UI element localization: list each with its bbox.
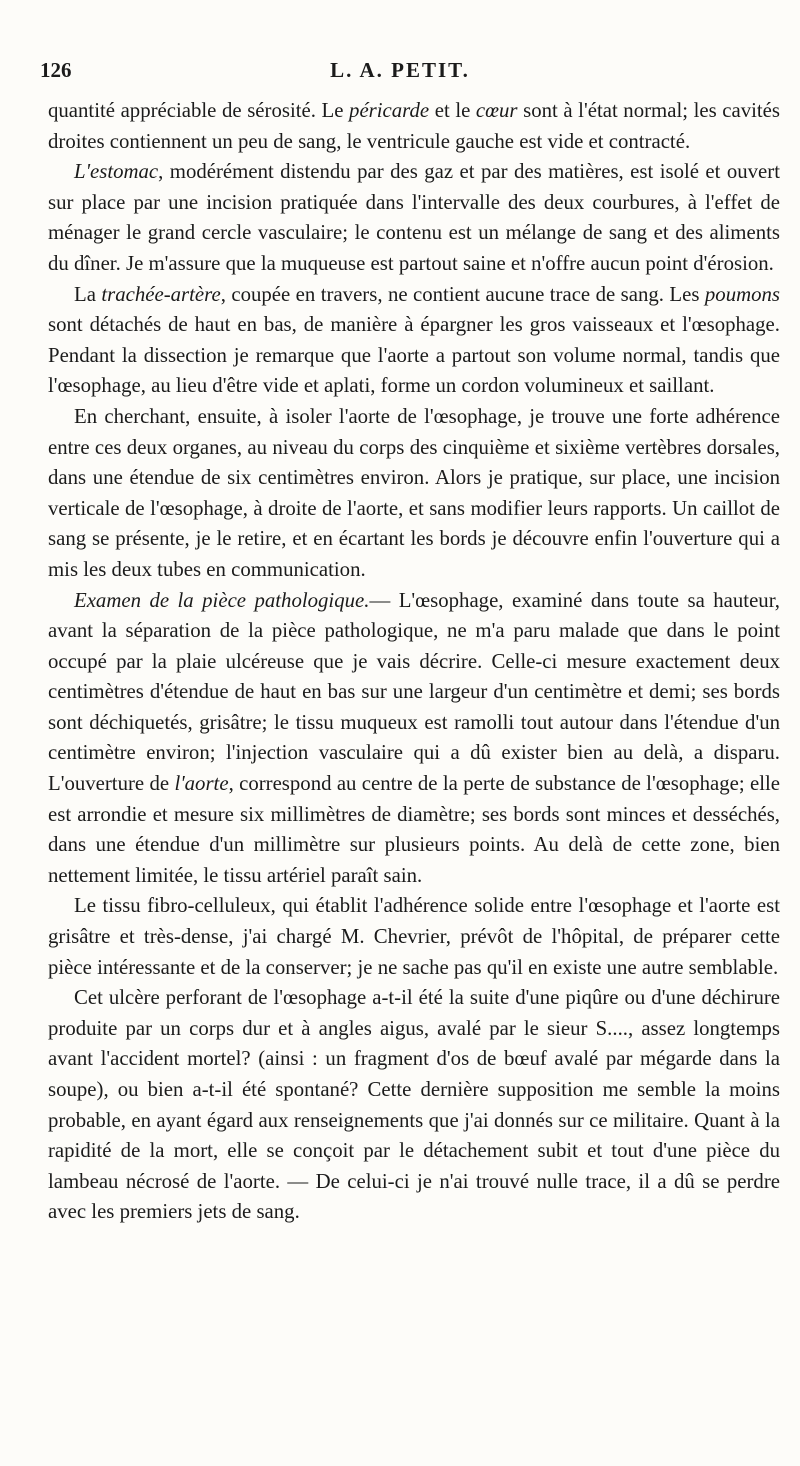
text-run: , modérément distendu par des gaz et par des matières, est isolé et ouvert sur place par une incision pratiquée dans l'intervalle des deux courbures, à l'effet de ménager le grand cercle vasculaire; le contenu est un mélange de sang et des aliments du dîner. Je m'assure que la muqueuse est partout saine et n'offre aucun point d'érosion. — [48, 160, 780, 275]
italic-text-run: L'estomac — [74, 160, 159, 184]
paragraph — [48, 983, 780, 1228]
paragraph — [48, 96, 780, 157]
paragraph — [48, 891, 780, 983]
italic-text-run: trachée-artère — [101, 282, 221, 306]
text-run: , coupée en travers, ne contient aucune trace de sang. Les — [220, 282, 705, 306]
italic-text-run: l'aorte — [174, 772, 229, 796]
text-run: La — [74, 282, 102, 306]
page-number: 126 — [40, 58, 72, 82]
paragraph — [48, 586, 780, 892]
italic-text-run: péricarde — [349, 99, 430, 122]
paragraph — [48, 280, 780, 402]
text-run: et le — [429, 99, 476, 122]
text-run: — L'œsophage, examiné dans toute sa hauteur, avant la séparation de la pièce pathologique, ne m'a paru malade que dans le point occupé par la plaie ulcéreuse que je vais décrire. Celle-ci mesure exactement deux centimètres d'étendue de haut en bas sur une largeur d'un centimètre et demi; ses bords sont déchiquetés, grisâtre; le tissu muqueux est ramolli tout autour dans l'étendue d'un centimètre environ; l'injection vasculaire qui a dû exister bien au delà, a disparu. L'ouverture de — [48, 588, 780, 796]
text-run: Cet ulcère perforant de l'œsophage a-t-il été la suite d'une piqûre ou d'une déchirure produite par un corps dur et à angles aigus, avalé par le sieur S...., assez longtemps avant l'accident mortel? (ainsi : un fragment d'os de bœuf avalé par mégarde dans la soupe), ou bien a-t-il été spontané? Cette dernière supposition me semble la moins probable, en ayant égard aux renseignements que j'ai donnés sur ce militaire. Quant à la rapidité de la mort, elle se conçoit par le détachement subit et tout d'une pièce du lambeau nécrosé de l'aorte. — De celui-ci je n'ai trouvé nulle trace, il a dû se perdre avec les premiers jets de sang. — [48, 986, 780, 1224]
paragraph — [48, 402, 780, 586]
italic-text-run: cœur — [475, 99, 518, 122]
italic-text-run: Examen de la pièce pathologique. — [74, 588, 370, 612]
text-run: quantité appréciable de sérosité. Le — [48, 99, 350, 122]
running-head: L. A. PETIT. — [330, 58, 470, 82]
text-run: sont détachés de haut en bas, de manière à épargner les gros vaisseaux et l'œsophage. Pendant la dissection je remarque que l'aorte a partout son volume normal, tandis que l'œsophage, au lieu d'être vide et aplati, forme un cordon volumineux et saillant. — [48, 313, 780, 398]
text-run: En cherchant, ensuite, à isoler l'aorte de l'œsophage, je trouve une forte adhérence entre ces deux organes, au niveau du corps des cinquième et sixième vertèbres dorsales, dans une étendue de six centimètres environ. Alors je pratique, sur place, une incision verticale de l'œsophage, à droite de l'aorte, et sans modifier leurs rapports. Un caillot de sang se présente, je le retire, et en écartant les bords je découvre enfin l'ouverture qui a mis les deux tubes en communication. — [48, 404, 780, 581]
body-text — [48, 96, 780, 1228]
page-header — [38, 58, 762, 92]
text-run: , correspond au centre de la perte de substance de l'œsophage; elle est arrondie et mesure six millimètres de diamètre; ses bords sont minces et desséchés, dans une étendue d'un millimètre sur plusieurs points. Au delà de cette zone, bien nettement limitée, le tissu artériel paraît sain. — [48, 772, 781, 887]
italic-text-run: poumons — [704, 282, 780, 306]
text-run: sont à l'état normal; les cavités droites contiennent un peu de sang, le ventricule gauche est vide et contracté. — [48, 99, 781, 153]
text-run: Le tissu fibro-celluleux, qui établit l'adhérence solide entre l'œsophage et l'aorte est grisâtre et très-dense, j'ai chargé M. Chevrier, prévôt de l'hôpital, de préparer cette pièce intéressante et de la conserver; je ne sache pas qu'il en existe une autre semblable. — [48, 894, 780, 979]
paragraph — [48, 157, 780, 279]
